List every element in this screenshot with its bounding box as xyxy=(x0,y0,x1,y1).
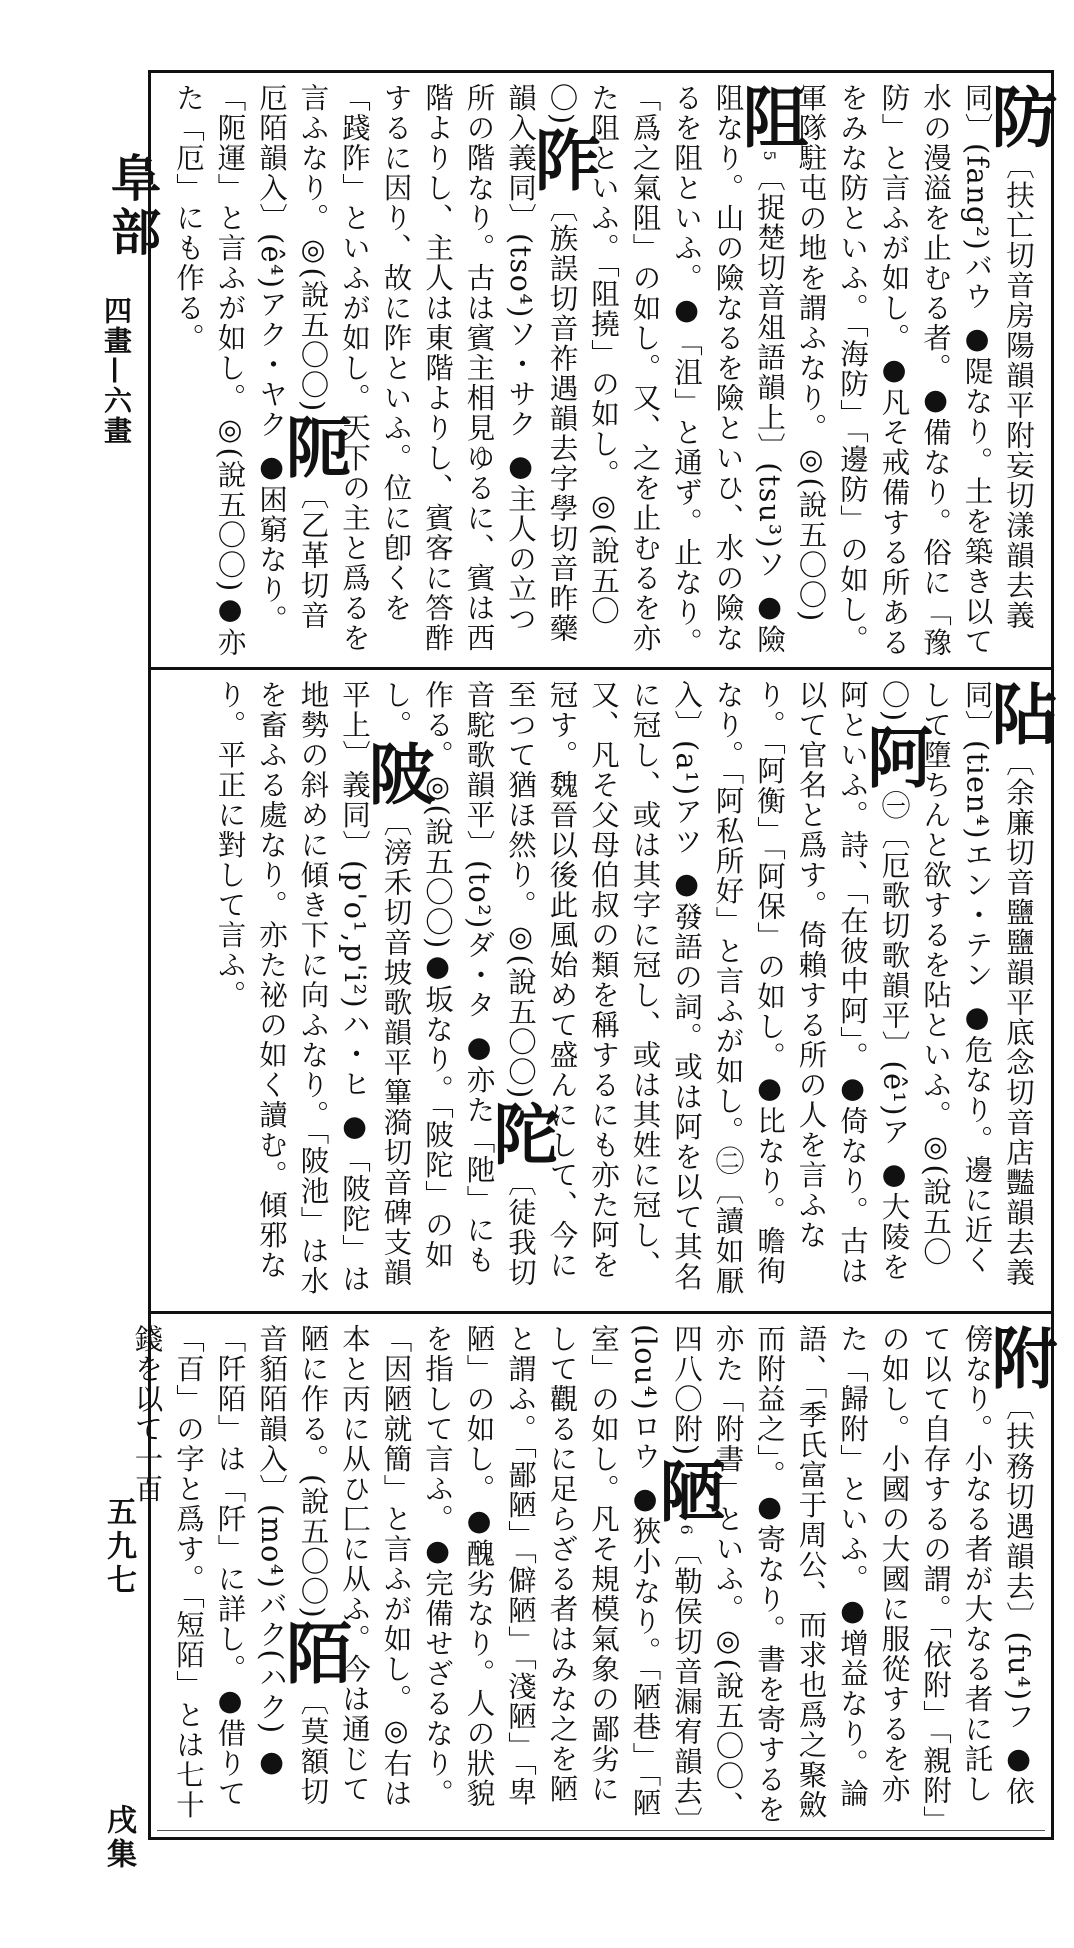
entry-headword: 陋 xyxy=(648,1456,725,1525)
entry-headword: 防 xyxy=(980,83,1057,151)
margin-radical: 阜部 xyxy=(103,152,162,260)
entry-headword: 陂 xyxy=(357,740,435,808)
dictionary-entry xyxy=(794,83,1057,658)
entry-headword: 阿 xyxy=(855,722,933,791)
entry-definition: 〔乙革切音厄陌韻入〕(ê⁴)アク・ヤク ●困窮なり。「阨運」と言ふが如し。◎(說五〇〇)●亦た「厄」にも作る。 xyxy=(172,83,330,658)
entry-headword: 陌 xyxy=(274,1619,352,1687)
entry-definition: 〔捉楚切音俎語韻上〕(tsu³)ソ ●險阻なり。山の險なるを險といひ、水の險なるを阻といふ。●「沮」と通ず。止なり。「爲之氣阻」の如し。又、之を止むるを亦た阻といふ。「阻撓」の如し。◎(說五〇〇) xyxy=(545,83,786,658)
entry-definition: 〔余廉切音鹽鹽韻平底念切音店豔韻去義同〕(tien⁴)エン・テン ●危なり。邊に近くして墮ちんと欲するを阽といふ。◎(說五〇〇) xyxy=(877,680,1035,1288)
dictionary-entry xyxy=(296,83,601,653)
dictionary-entry xyxy=(670,1324,1057,1825)
entry-definition: ㊀〔厄歌切歌韻平〕(ê¹)ア ●大陵を阿といふ。詩、「在彼中阿」。●倚なり。古は以て官名と爲す。倚賴する所の人を言ふなり。「阿衡」「阿保」の如し。●比なり。曕徇なり。「阿私所好」と言ふが如し。㊁〔讀如厭入〕(a¹)アツ ●發語の詞。或は阿を以て其名に冠し、或は其字に冠し、或は其姓に冠し、又、凡そ父母伯叔の類を稱するにも亦た阿を冠す。魏晉以後此風始めて盛んにして、今に至つて猶ほ然り。◎(說五〇〇) xyxy=(504,680,911,1296)
entry-headword: 阨 xyxy=(274,412,352,481)
entry-definition: 〔扶務切遇韻去〕(fu⁴)フ ●依傍なり。小なる者が大なる者に託して以て自存するの謂。「依附」「親附」の如し。小國の大國に服從するを亦た「歸附」といふ。●增益なり。論語、「季氏富于周公、而求也爲之聚斂而附益之」。●寄なり。書を寄するを亦た「附書」といふ。◎(說五〇〇、四八〇附) xyxy=(670,1324,1035,1825)
tier-bottom-entries xyxy=(130,1324,1057,1829)
entry-headword: 阽 xyxy=(980,680,1057,748)
dictionary-entry xyxy=(296,1324,725,1822)
stroke-count-marker: 6 xyxy=(677,1524,696,1536)
entry-headword: 阼 xyxy=(523,125,601,194)
entry-definition: 〔勒侯切音漏宥韻去〕(lou⁴)ロウ ●狹小なり。「陋巷」「陋室」の如し。凡そ規模氣象の鄙劣にして觀るに足らざる者はみな之を陋と謂ふ。「鄙陋」「僻陋」「淺陋」「卑陋」の如し。●醜劣なり。人の狀貌を指して言ふ。●完備せざるなり。「因陋就簡」と言ふが如し。◎右は本と丙に从ひ匚に从ふ。今は通じて陋に作る。(說五〇〇) xyxy=(296,1324,703,1822)
tier-bottom xyxy=(130,1314,1057,1837)
entry-definition: 〔族誤切音祚遇韻去字學切音昨藥韻入義同〕(tso⁴)ソ・サク ●主人の立つ所の階なり。古は賓主相見ゆるに、賓は西階よりし、主人は東階よりし、賓客に答酢するに因り、故に阼といふ。位に卽くを「踐阼」といふが如し。天下の主と爲るを言ふなり。◎(說五〇〇) xyxy=(296,83,579,653)
volume-label: 戌集 xyxy=(101,1804,136,1872)
entry-headword: 阻 xyxy=(731,83,808,151)
margin-stroke-range: 四畫—六畫 xyxy=(100,296,133,446)
entry-headword: 陀 xyxy=(482,1099,559,1168)
entry-headword: 附 xyxy=(980,1324,1057,1392)
tier-middle-entries xyxy=(163,680,1057,1303)
entry-definition: 〔滂禾切音坡歌韻平篳漪切音碑支韻平上〕義同〕(p'o¹,p'i²)ハ・ヒ ●「陂陀」は地勢の斜めに傾き下に向ふなり。「陂池」は水を畜ふる處なり。亦た祕の如く讀む。傾邪なり。平正に對して言ふ。 xyxy=(213,680,413,1296)
tier-top xyxy=(151,73,1057,667)
entry-definition: 〔扶亡切音房陽韻平附妄切漾韻去義同〕(fang²)バウ ●隄なり。土を築き以て水の漫溢を止むる者。●備なり。俗に「豫防」と言ふが如し。●凡そ戒備する所あるをみな防といふ。「海防」「邊防」の如し。軍隊駐屯の地を謂ふなり。◎(說五〇〇) xyxy=(794,83,1035,658)
tier-middle xyxy=(151,670,1057,1311)
dictionary-entry xyxy=(504,680,933,1296)
page-number: 五九七 xyxy=(101,1496,136,1598)
dictionary-entry xyxy=(213,680,435,1296)
entry-definition: 〔莫額切音貊陌韻入〕(mo⁴)バク(ハク) ●「阡陌」は「阡」に詳し。●借りて「百」の字と爲す。「短陌」とは七十錢を以て一百 xyxy=(130,1324,330,1820)
tier-top-entries xyxy=(163,83,1057,659)
stroke-count-marker: 5 xyxy=(760,150,779,163)
entry-definition: 〔徒我切音駝歌韻平〕(to²)ダ・タ ●亦た「阤」にも作る。◎(說五〇〇)●坂なり。「陂陀」の如し。 xyxy=(379,680,537,1288)
